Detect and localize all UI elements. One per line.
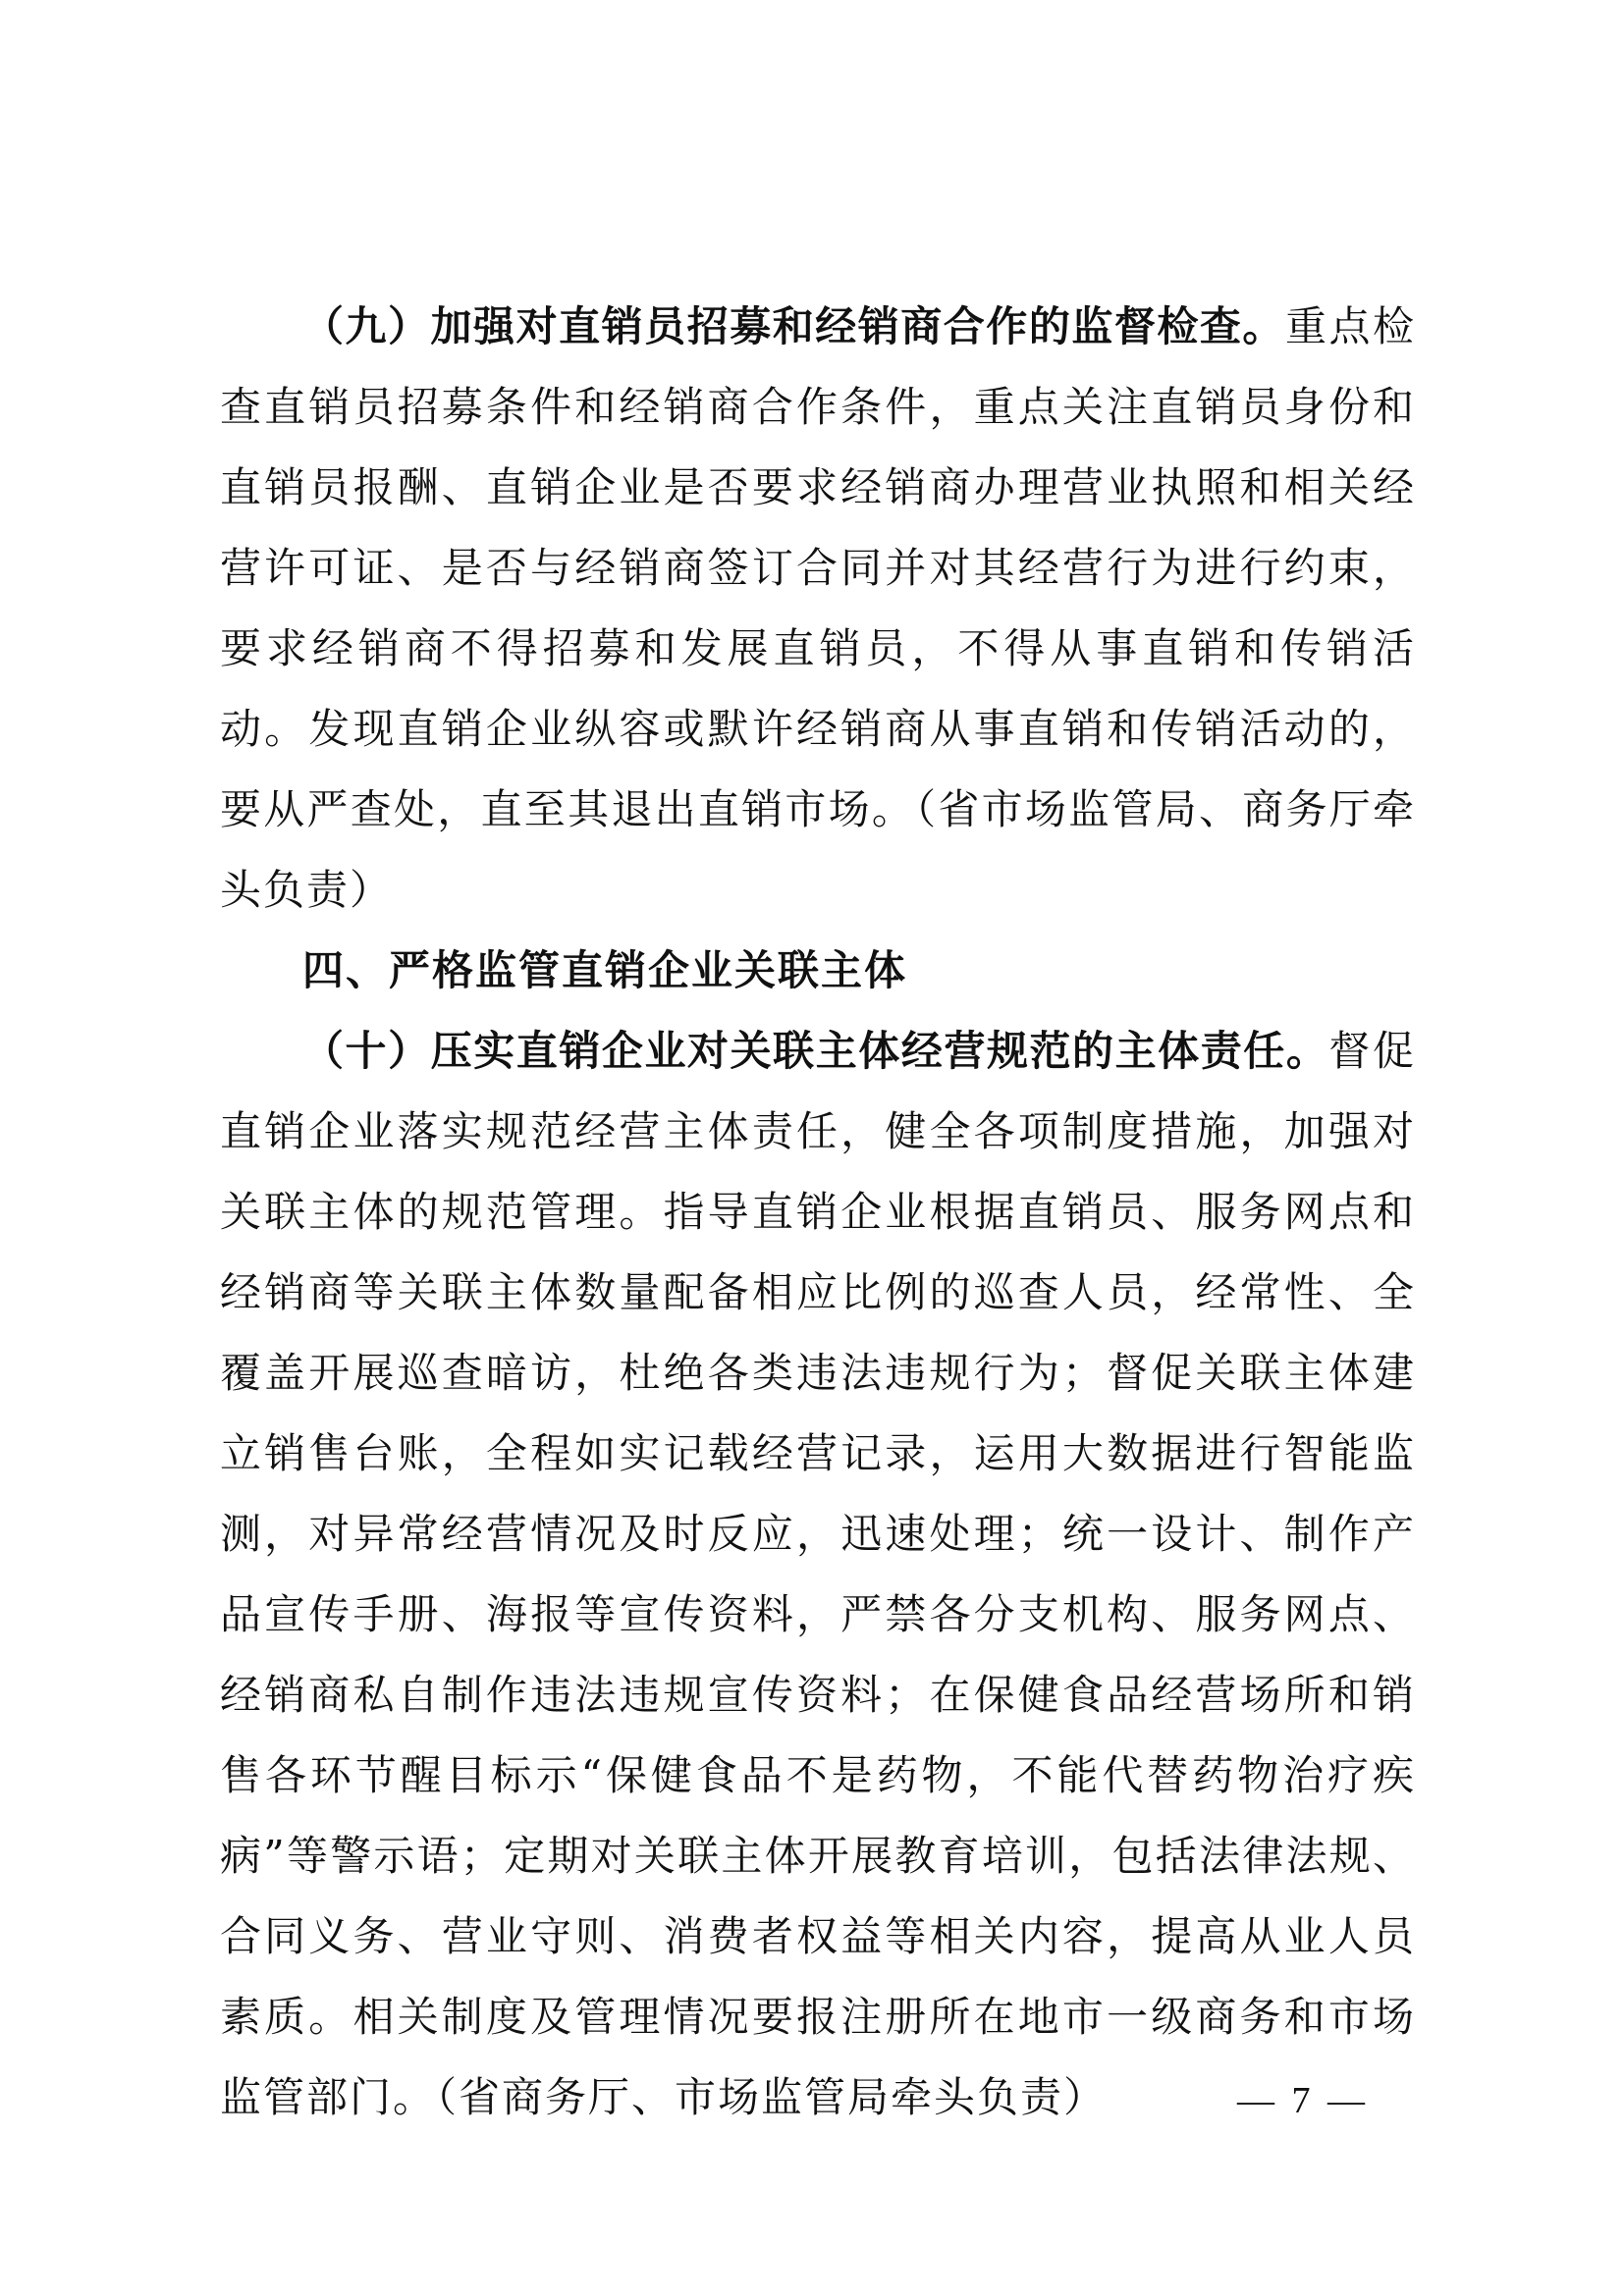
paragraph-10-lead: （十）压实直销企业对关联主体经营规范的主体责任。	[302, 1027, 1329, 1075]
paragraph-9	[220, 287, 1416, 931]
paragraph-9-body: 重点检查直销员招募条件和经销商合作条件，重点关注直销员身份和直销员报酬、直销企业是否要求经销商办理营业执照和相关经营许可证、是否与经销商签订合同并对其经营行为进行约束，要求经销商不得招募和发展直销员，不得从事直销和传销活动。发现直销企业纵容或默许经销商从事直销和传销活动的，要从严查处，直至其退出直销市场。（省市场监管局、商务厅牵头负责）	[220, 302, 1416, 914]
paragraph-10	[220, 1011, 1416, 2138]
document-body	[220, 287, 1416, 2138]
paragraph-9-lead: （九）加强对直销员招募和经销商合作的监督检查。	[302, 302, 1285, 350]
paragraph-10-body: 督促直销企业落实规范经营主体责任，健全各项制度措施，加强对关联主体的规范管理。指导直销企业根据直销员、服务网点和经销商等关联主体数量配备相应比例的巡查人员，经常性、全覆盖开展巡查暗访，杜绝各类违法违规行为；督促关联主体建立销售台账，全程如实记载经营记录，运用大数据进行智能监测，对异常经营情况及时反应，迅速处理；统一设计、制作产品宣传手册、海报等宣传资料，严禁各分支机构、服务网点、经销商私自制作违法违规宣传资料；在保健食品经营场所和销售各环节醒目标示“保健食品不是药物，不能代替药物治疗疾病”等警示语；定期对关联主体开展教育培训，包括法律法规、合同义务、营业守则、消费者权益等相关内容，提高从业人员素质。相关制度及管理情况要报注册所在地市一级商务和市场监管部门。（省商务厅、市场监管局牵头负责）	[220, 1027, 1416, 2121]
section-4-heading: 四、严格监管直销企业关联主体	[302, 946, 908, 994]
page-number: — 7 —	[1237, 2080, 1369, 2121]
